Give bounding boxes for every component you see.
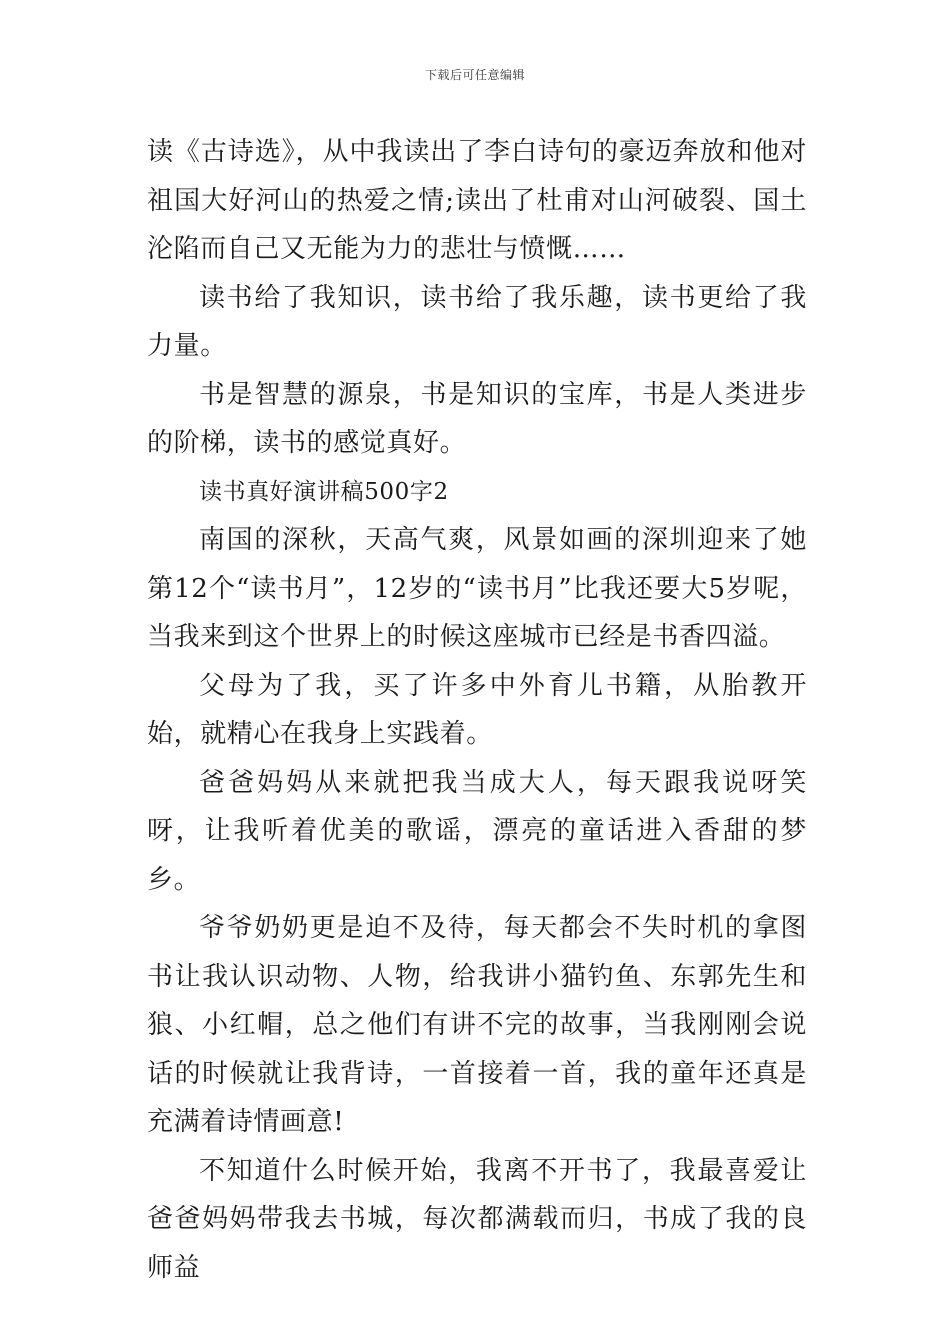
paragraph-knowledge: 读书给了我知识，读书给了我乐趣，读书更给了我力量。 [147,282,807,361]
paragraph-bookstore: 不知道什么时候开始，我离不开书了，我最喜爱让爸爸妈妈带我去书城，每次都满载而归，书成了我的良师益 [147,1155,807,1283]
paragraph-wisdom: 书是智慧的源泉，书是知识的宝库，书是人类进步的阶梯，读书的感觉真好。 [147,379,807,458]
section-heading: 读书真好演讲稿500字2 [199,478,449,505]
paragraph-parents: 父母为了我，买了许多中外育儿书籍，从胎教开始，就精心在我身上实践着。 [147,670,807,749]
document-body [147,128,807,1292]
paragraph-mom-dad: 爸爸妈妈从来就把我当成大人，每天跟我说呀笑呀，让我听着优美的歌谣，漂亮的童话进入香甜的梦乡。 [147,767,807,895]
page-header: 下载后可任意编辑 [424,68,525,82]
paragraph-poetry: 读《古诗选》，从中我读出了李白诗句的豪迈奔放和他对祖国大好河山的热爱之情;读出了杜甫对山河破裂、国土沦陷而自己又无能为力的悲壮与愤慨…… [147,137,807,264]
paragraph-reading-month: 南国的深秋，天高气爽，风景如画的深圳迎来了她第12个“读书月”，12岁的“读书月”比我还要大5岁呢，当我来到这个世界上的时候这座城市已经是书香四溢。 [147,525,807,652]
paragraph-grandparents: 爷爷奶奶更是迫不及待，每天都会不失时机的拿图书让我认识动物、人物，给我讲小猫钓鱼、东郭先生和狼、小红帽，总之他们有讲不完的故事，当我刚刚会说话的时候就让我背诗，一首接着一首，我的童年还真是充满着诗情画意! [147,913,807,1137]
